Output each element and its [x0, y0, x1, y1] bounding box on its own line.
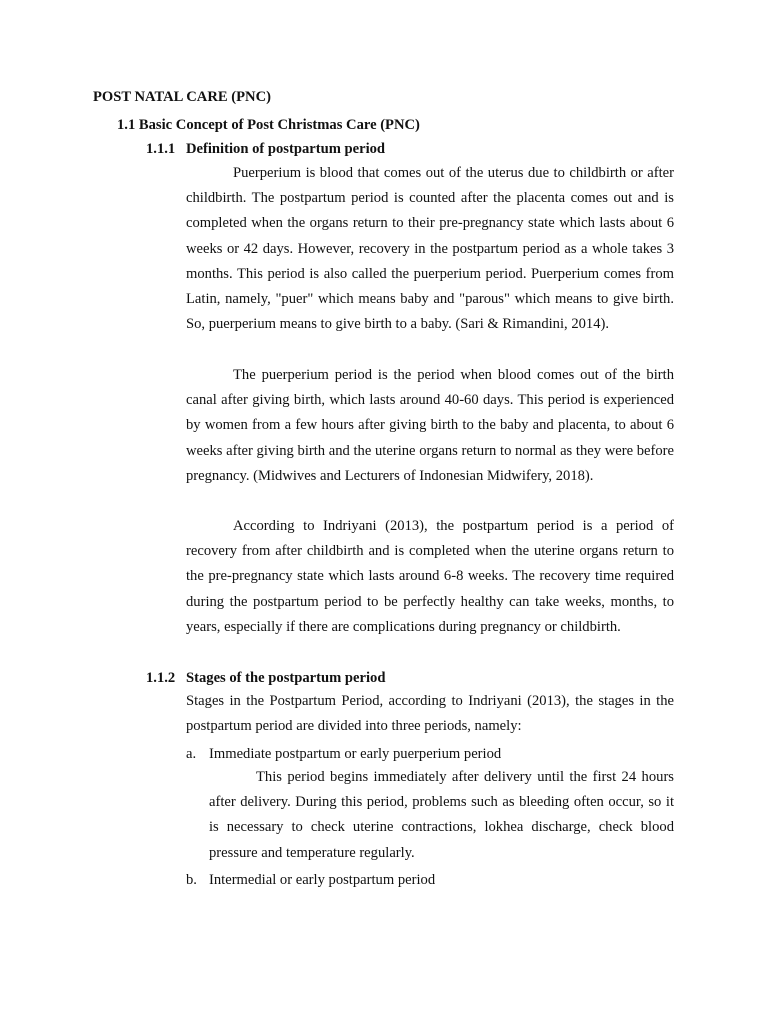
- subsection-number: 1.1.1: [146, 141, 176, 157]
- paragraph: According to Indriyani (2013), the postpartum period is a period of recovery from after childbirth and is completed when the uterine organs return to the pre-pregnancy state which lasts around 6-8 weeks. The recovery time required during the postpartum period to be perfectly healthy can take weeks, months, to years, especially if there are complications during pregnancy or childbirth.: [186, 518, 674, 635]
- document-title: POST NATAL CARE (PNC): [93, 89, 271, 105]
- paragraph: Puerperium is blood that comes out of the uterus due to childbirth or after childbirth. The postpartum period is counted after the placenta comes out and is completed when the organs return to their pre-pregnancy state which lasts about 6 weeks or 42 days. However, recovery in the postpartum period as a whole takes 3 months. This period is also called the puerperium period. Puerperium comes from Latin, namely, "puer" which means baby and "parous" which means to give birth. So, puerperium means to give birth to a baby. (Sari & Rimandini, 2014).: [186, 165, 674, 333]
- subsection-heading: Definition of postpartum period: [186, 141, 386, 157]
- list-marker: b.: [186, 872, 197, 888]
- subsection-number: 1.1.2: [146, 670, 176, 686]
- paragraph: Stages in the Postpartum Period, according to Indriyani (2013), the stages in the postpartum period are divided into three periods, namely:: [186, 693, 674, 735]
- subsection-heading: Stages of the postpartum period: [186, 670, 386, 686]
- paragraph: This period begins immediately after delivery until the first 24 hours after delivery. During this period, problems such as bleeding often occur, so it is necessary to check uterine contractions, lokhea discharge, check blood pressure and temperature regularly.: [209, 769, 674, 861]
- list-marker: a.: [186, 746, 197, 762]
- section-heading: 1.1 Basic Concept of Post Christmas Care (PNC): [117, 117, 420, 133]
- paragraph: The puerperium period is the period when blood comes out of the birth canal after giving birth, which lasts around 40-60 days. This period is experienced by women from a few hours after giving birth to the baby and placenta, to about 6 weeks after giving birth and the uterine organs return to normal as they were before pregnancy. (Midwives and Lecturers of Indonesian Midwifery, 2018).: [186, 367, 674, 484]
- list-item-title: Immediate postpartum or early puerperium period: [209, 746, 502, 762]
- list-item-title: Intermedial or early postpartum period: [209, 872, 436, 888]
